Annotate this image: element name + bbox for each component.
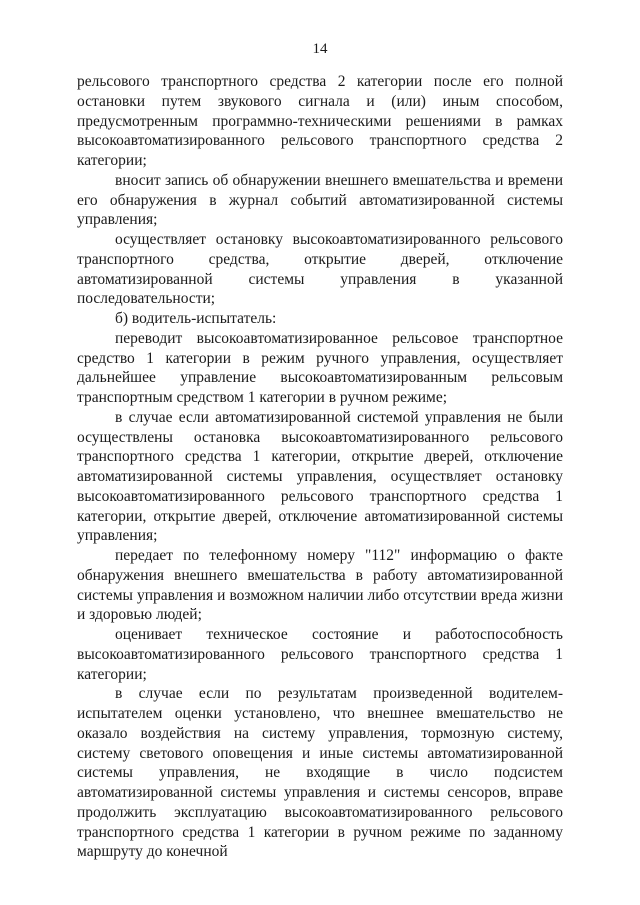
paragraph: б) водитель-испытатель: <box>115 310 277 327</box>
paragraph: осуществляет остановку высокоавтоматизированного рельсового транспортного средства, открытие дверей, отключение автоматизированной системы управления в указанной последовательности; <box>77 231 563 308</box>
paragraph: рельсового транспортного средства 2 категории после его полной остановки путем звукового сигнала и (или) иным способом, предусмотренным программно-техническими решениями в рамках высокоавтоматизированного рельсового транспортного средства 2 категории; <box>77 73 563 169</box>
paragraph: оценивает техническое состояние и работоспособность высокоавтоматизированного рельсового транспортного средства 1 категории; <box>77 626 563 683</box>
page-number: 14 <box>312 41 328 57</box>
paragraph: переводит высокоавтоматизированное рельсовое транспортное средство 1 категории в режим ручного управления, осуществляет дальнейшее управление высокоавтоматизированным рельсовым транспортным средством 1 категории в ручном режиме; <box>77 329 563 406</box>
paragraph: в случае если автоматизированной системой управления не были осуществлены остановка высокоавтоматизированного рельсового транспортного средства 1 категории, открытие дверей, отключение автоматизированной системы управления, осуществляет остановку высокоавтоматизированного рельсового транспортного средства 1 категории, открытие дверей, отключение автоматизированной системы управления; <box>77 408 563 545</box>
paragraph: вносит запись об обнаружении внешнего вмешательства и времени его обнаружения в журнал событий автоматизированной системы управления; <box>77 171 563 229</box>
document-body <box>77 72 563 862</box>
paragraph: в случае если по результатам произведенной водителем-испытателем оценки установлено, что внешнее вмешательство не оказало воздействия на систему управления, тормозную систему, систему светового оповещения и иные системы автоматизированной системы управления, не входящие в число подсистем автоматизированной системы управления и системы сенсоров, вправе продолжить эксплуатацию высокоавтоматизированного рельсового транспортного средства 1 категории в ручном режиме по заданному маршруту до конечной <box>77 685 563 861</box>
paragraph: передает по телефонному номеру "112" информацию о факте обнаружения внешнего вмешательства в работу автоматизированной системы управления и возможном наличии либо отсутствии вреда жизни и здоровью людей; <box>77 547 563 624</box>
